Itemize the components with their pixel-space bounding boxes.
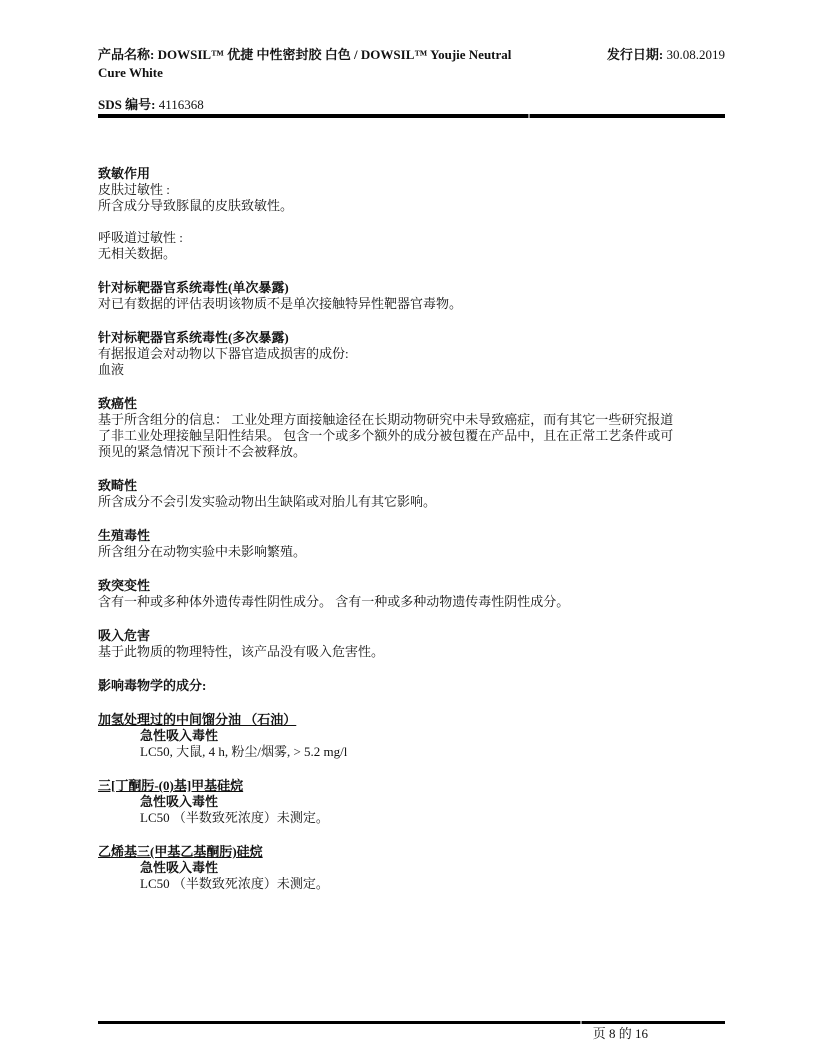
component-endpoint: 急性吸入毒性 [140, 860, 219, 875]
header-rule [98, 114, 725, 118]
blank-line [98, 214, 725, 230]
section-text: 呼吸道过敏性 : [98, 230, 183, 245]
component-name: 乙烯基三(甲基乙基酮肟)硅烷 [98, 844, 263, 859]
section-text: 有据报道会对动物以下器官造成损害的成份: [98, 346, 349, 361]
section-text: 血液 [98, 362, 125, 377]
section-text: 含有一种或多种体外遗传毒性阴性成分。 含有一种或多种动物遗传毒性阴性成分。 [98, 594, 570, 609]
section-aspiration-hazard [98, 628, 725, 660]
component-hydrotreated-distillate [98, 712, 725, 760]
section-text: 所含组分在动物实验中未影响繁殖。 [98, 544, 307, 559]
issue-date-block [607, 46, 725, 64]
section-heading: 致癌性 [98, 396, 138, 411]
section-text: 基于所含组分的信息： 工业处理方面接触途径在长期动物研究中未导致癌症，而有其它一些研究报道 [98, 412, 674, 427]
issue-date-label: 发行日期: [606, 47, 664, 62]
page-header [98, 46, 725, 118]
component-name: 三[丁酮肟-(0)基]甲基硅烷 [98, 778, 244, 793]
section-heading: 生殖毒性 [98, 528, 151, 543]
section-heading: 吸入危害 [98, 628, 151, 643]
section-text: 预见的紧急情况下预计不会被释放。 [98, 444, 307, 459]
section-text: 所含成分导致豚鼠的皮肤致敏性。 [98, 198, 294, 213]
section-heading: 致畸性 [98, 478, 138, 493]
section-heading: 针对标靶器官系统毒性(单次暴露) [98, 280, 289, 295]
section-heading: 致敏作用 [98, 166, 151, 181]
component-name: 加氢处理过的中间馏分油 （石油） [98, 712, 297, 727]
section-mutagenicity [98, 578, 725, 610]
section-text: 了非工业处理接触呈阳性结果。 包含一个或多个额外的成分被包覆在产品中，且在正常工艺条件或可 [98, 428, 674, 443]
section-stot-single [98, 280, 725, 312]
section-text: 所含成分不会引发实验动物出生缺陷或对胎儿有其它影响。 [98, 494, 437, 509]
component-vinyl-oxime-silane [98, 844, 725, 892]
page-number: 页 8 的 16 [592, 1026, 648, 1041]
document-body [98, 166, 725, 910]
component-result: LC50, 大鼠, 4 h, 粉尘/烟雾, > 5.2 mg/l [140, 744, 348, 759]
sds-number-label: SDS 编号: [98, 97, 156, 112]
product-name-value-line2: Cure White [98, 65, 163, 80]
sds-number-block [98, 97, 725, 113]
section-reproductive-toxicity [98, 528, 725, 560]
component-endpoint: 急性吸入毒性 [140, 728, 219, 743]
component-endpoint: 急性吸入毒性 [140, 794, 219, 809]
component-result: LC50 （半数致死浓度）未测定。 [140, 876, 329, 891]
section-text: 对已有数据的评估表明该物质不是单次接触特异性靶器官毒物。 [98, 296, 463, 311]
section-text: 基于此物质的物理特性，该产品没有吸入危害性。 [98, 644, 385, 659]
section-carcinogenicity [98, 396, 725, 460]
issue-date-value: 30.08.2019 [666, 47, 725, 62]
section-sensitization [98, 166, 725, 262]
component-butanone-oxime-silane [98, 778, 725, 826]
section-toxicology-components-heading [98, 678, 725, 694]
component-result: LC50 （半数致死浓度）未测定。 [140, 810, 329, 825]
sds-number-value: 4116368 [158, 97, 204, 112]
section-text: 无相关数据。 [98, 246, 177, 261]
footer-rule [98, 1021, 725, 1024]
section-stot-repeated [98, 330, 725, 378]
footer-rule-notch [580, 1021, 582, 1024]
section-heading: 致突变性 [98, 578, 151, 593]
section-text: 皮肤过敏性 : [98, 182, 170, 197]
section-heading: 针对标靶器官系统毒性(多次暴露) [98, 330, 289, 345]
section-teratogenicity [98, 478, 725, 510]
header-rule-notch [528, 114, 530, 118]
product-name-block [98, 46, 568, 82]
product-name-label: 产品名称: [98, 47, 155, 62]
section-heading: 影响毒物学的成分: [98, 678, 207, 693]
product-name-value-line1: DOWSIL™ 优捷 中性密封胶 白色 / DOWSIL™ Youjie Neutral [157, 47, 512, 62]
